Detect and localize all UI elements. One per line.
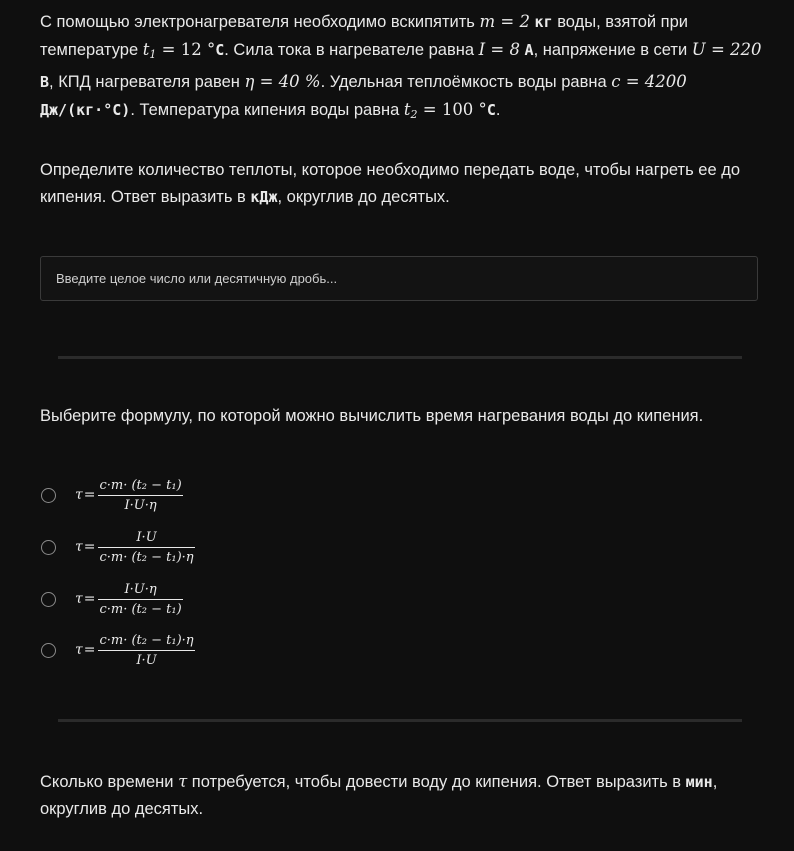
tau-symbol: τ: [75, 642, 83, 658]
section-divider: [58, 356, 742, 359]
fraction: [98, 581, 182, 618]
voltage-value: U = 220: [691, 40, 762, 59]
t1-symbol: t: [142, 40, 150, 59]
t1-value: = 12 °: [156, 40, 216, 59]
t2-subscript: 2: [410, 108, 418, 121]
tau-symbol: τ: [75, 591, 83, 607]
numerator: c·m· (t₂ − t₁): [99, 477, 182, 493]
question-heat: [40, 157, 770, 211]
radio-button[interactable]: [41, 643, 56, 658]
voltage-unit: B: [40, 73, 50, 91]
mass-value: m = 2: [479, 12, 530, 31]
heat-capacity-unit: Дж/(кг·°C): [40, 101, 131, 119]
fraction-bar: [98, 650, 194, 651]
formula-option-1[interactable]: [40, 473, 280, 517]
fraction-bar: [98, 495, 182, 496]
denominator: I·U·η: [124, 497, 157, 513]
problem-text: воды, взятой при температуре: [40, 13, 689, 59]
formula: [75, 581, 183, 618]
answer-unit: кДж: [250, 188, 278, 206]
t2-value: = 100 °: [417, 100, 487, 119]
mass-unit: кг: [534, 13, 553, 31]
question-text: , округлив до десятых.: [277, 188, 450, 206]
problem-text: .: [495, 101, 501, 119]
radio-button[interactable]: [41, 592, 56, 607]
fraction: [98, 477, 182, 514]
fraction: [98, 529, 194, 566]
answer-input[interactable]: [40, 256, 758, 301]
problem-text: . Удельная теплоёмкость воды равна: [320, 73, 612, 91]
equals-sign: =: [83, 487, 96, 503]
fraction-bar: [98, 547, 194, 548]
question-time: [40, 768, 770, 823]
question-formula: [40, 403, 770, 430]
formula-option-3[interactable]: [40, 577, 280, 621]
denominator: I·U: [136, 652, 157, 668]
formula: [75, 529, 195, 566]
question-text: , округлив до десятых.: [40, 773, 718, 818]
t2-symbol: t: [403, 100, 411, 119]
current-value: I = 8: [478, 40, 520, 59]
denominator: c·m· (t₂ − t₁): [99, 601, 182, 617]
question-text: Выберите формулу, по которой можно вычислить время нагревания воды до кипения.: [40, 407, 704, 425]
problem-text: , напряжение в сети: [533, 41, 692, 59]
numerator: c·m· (t₂ − t₁)·η: [99, 632, 194, 648]
t1-unit: C: [215, 41, 225, 59]
equals-sign: =: [83, 539, 96, 555]
section-divider: [58, 719, 742, 722]
tau-symbol: τ: [75, 487, 83, 503]
formula: [75, 632, 195, 669]
question-text: потребуется, чтобы довести воду до кипения. Ответ выразить в: [187, 773, 686, 791]
numerator: I·U·η: [124, 581, 157, 597]
t1-subscript: 1: [149, 48, 157, 61]
question-text: Сколько времени: [40, 773, 179, 791]
denominator: c·m· (t₂ − t₁)·η: [99, 549, 194, 565]
radio-button[interactable]: [41, 540, 56, 555]
answer-unit: мин: [685, 773, 713, 791]
problem-text: С помощью электронагревателя необходимо вскипятить: [40, 13, 480, 31]
formula-option-2[interactable]: [40, 525, 280, 569]
tau-symbol: τ: [75, 539, 83, 555]
fraction: [98, 632, 194, 669]
problem-text: . Сила тока в нагревателе равна: [224, 41, 479, 59]
problem-statement: [40, 8, 770, 128]
numerator: I·U: [136, 529, 157, 545]
formula: [75, 477, 183, 514]
problem-text: , КПД нагревателя равен: [49, 73, 245, 91]
equals-sign: =: [83, 642, 96, 658]
current-unit: A: [524, 41, 534, 59]
fraction-bar: [98, 599, 182, 600]
tau-symbol: τ: [178, 772, 188, 791]
question-text: Определите количество теплоты, которое необходимо передать воде, чтобы нагреть ее до кипения. Ответ выразить в: [40, 161, 741, 206]
t2-unit: C: [486, 101, 496, 119]
heat-capacity-value: c = 4200: [611, 72, 687, 91]
equals-sign: =: [83, 591, 96, 607]
efficiency-value: η = 40 %: [244, 72, 321, 91]
radio-button[interactable]: [41, 488, 56, 503]
problem-text: . Температура кипения воды равна: [130, 101, 404, 119]
formula-option-4[interactable]: [40, 628, 280, 672]
